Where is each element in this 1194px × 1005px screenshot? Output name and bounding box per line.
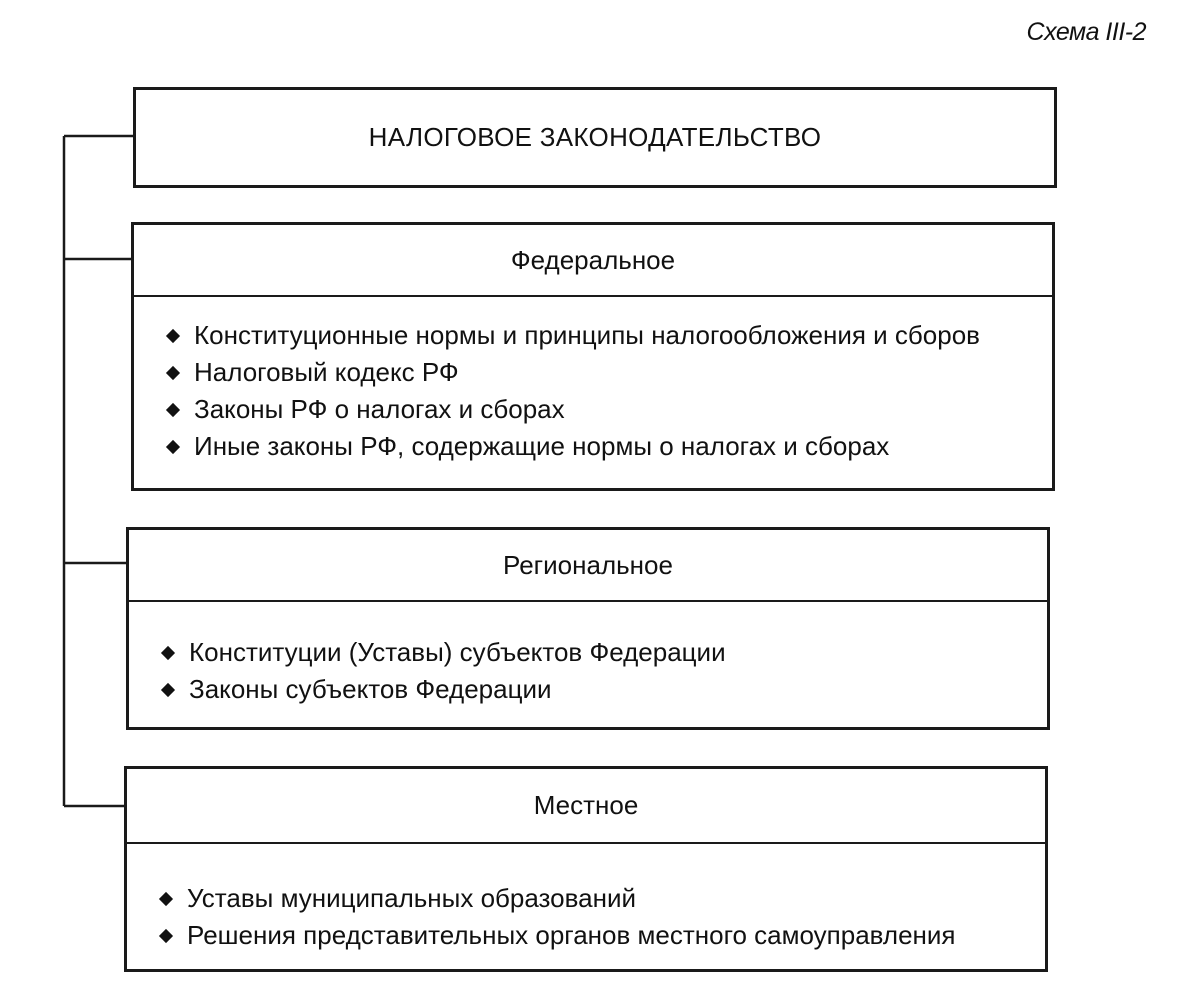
scheme-label: Схема III-2 (1026, 18, 1146, 46)
diamond-bullet-icon (166, 328, 180, 342)
item-text: Решения представительных органов местного самоуправления (187, 920, 956, 950)
diamond-bullet-icon (166, 439, 180, 453)
item-text: Законы субъектов Федерации (189, 674, 552, 704)
level-box-federal (131, 222, 1055, 491)
title-box (133, 87, 1057, 188)
level-box-regional (126, 527, 1050, 730)
list-item (161, 880, 1045, 917)
level-items (161, 880, 1045, 954)
item-text: Законы РФ о налогах и сборах (194, 394, 565, 424)
level-body (134, 297, 1052, 465)
diamond-bullet-icon (166, 365, 180, 379)
level-body (127, 844, 1045, 954)
level-items (163, 634, 1047, 708)
level-items (168, 317, 1052, 465)
level-box-local (124, 766, 1048, 972)
item-text: Конституции (Уставы) субъектов Федерации (189, 637, 726, 667)
diamond-bullet-icon (159, 891, 173, 905)
level-body (129, 602, 1047, 708)
level-header: Местное (127, 769, 1045, 844)
diamond-bullet-icon (161, 645, 175, 659)
level-header: Федеральное (134, 225, 1052, 297)
item-text: Налоговый кодекс РФ (194, 357, 459, 387)
diamond-bullet-icon (166, 402, 180, 416)
list-item (161, 917, 1045, 954)
diagram-title: НАЛОГОВОЕ ЗАКОНОДАТЕЛЬСТВО (368, 122, 822, 152)
level-header: Региональное (129, 530, 1047, 602)
list-item (168, 391, 1052, 428)
list-item (163, 671, 1047, 708)
list-item (163, 634, 1047, 671)
diamond-bullet-icon (161, 682, 175, 696)
list-item (168, 428, 1052, 465)
list-item (168, 317, 1052, 354)
diamond-bullet-icon (159, 928, 173, 942)
item-text: Конституционные нормы и принципы налогообложения и сборов (194, 320, 980, 350)
item-text: Уставы муниципальных образований (187, 883, 637, 913)
item-text: Иные законы РФ, содержащие нормы о налогах и сборах (194, 431, 890, 461)
list-item (168, 354, 1052, 391)
